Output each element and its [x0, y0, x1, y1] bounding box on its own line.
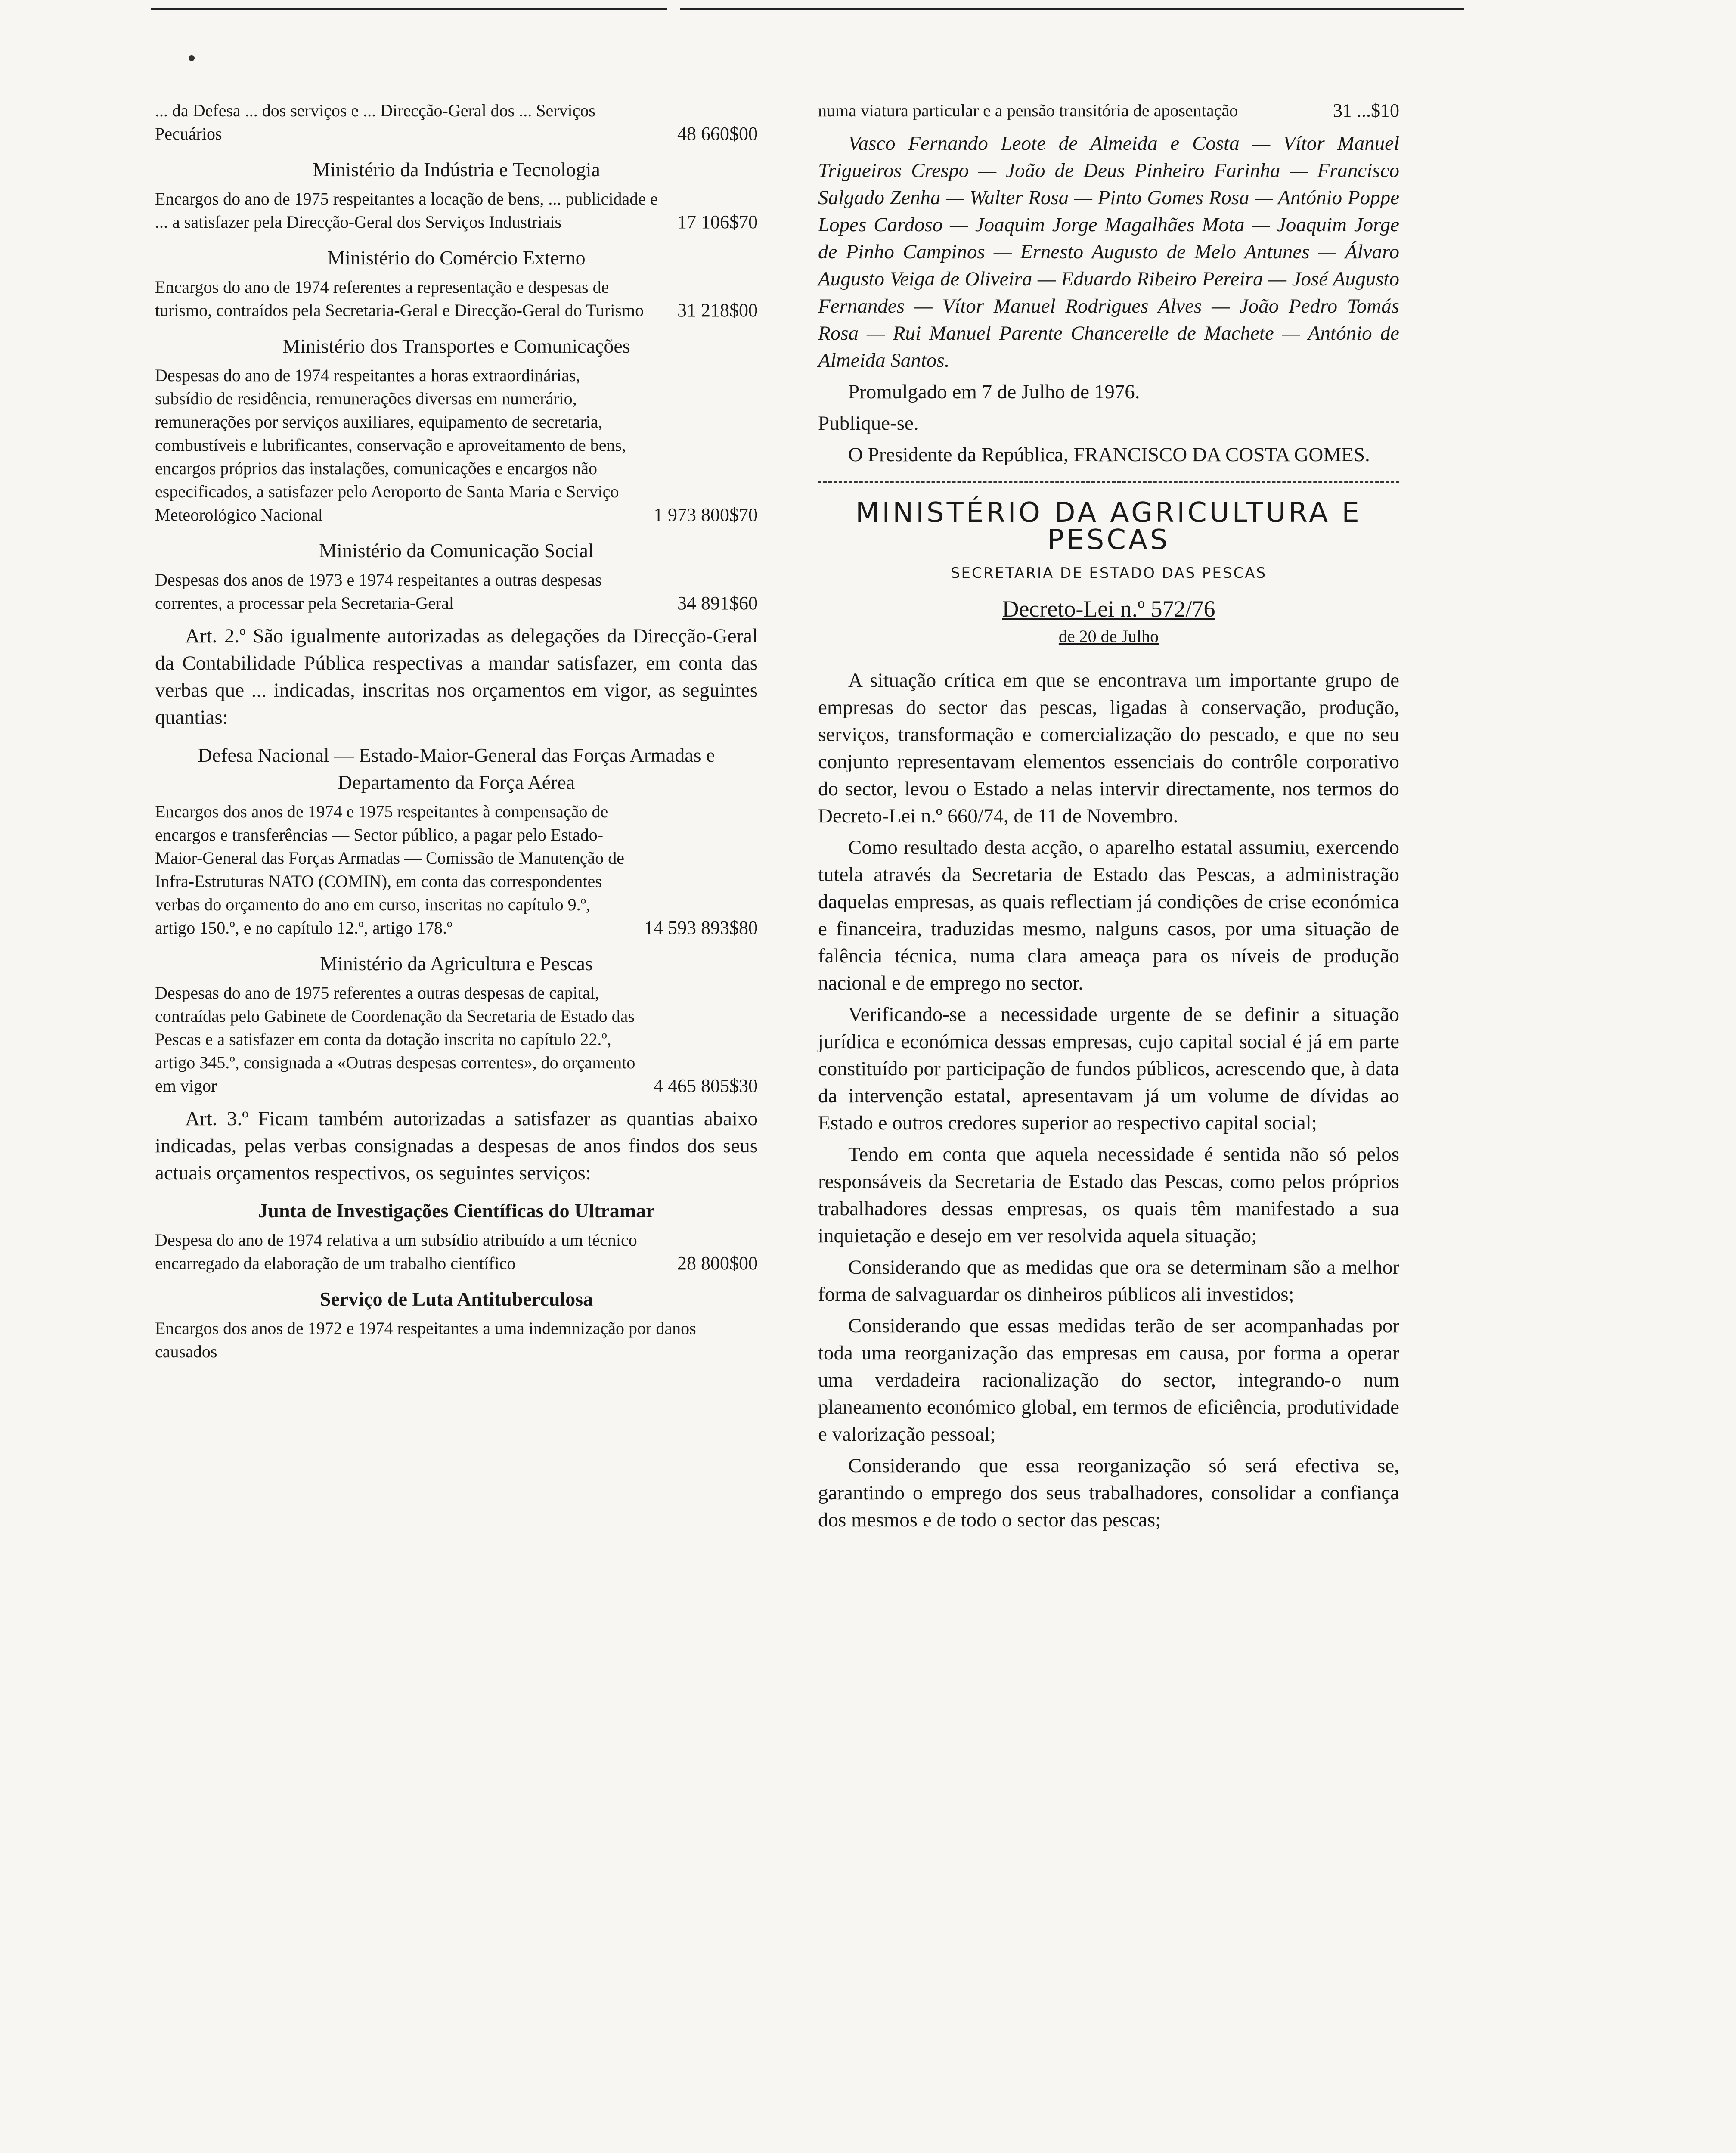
comercio-title: Ministério do Comércio Externo	[327, 247, 586, 269]
decree-paragraph: A situação crítica em que se encontrava um importante grupo de empresas do sector das pescas, ligadas à conservação, produção, serviços, transformação e comercialização do pescado, e que no seu conjunto representavam elementos essenciais do contrôle corporativo do sector, levou o Estado a nelas intervir directamente, nos termos do Decreto-Lei n.º 660/74, de 11 de Novembro.	[818, 669, 1399, 827]
junta-amount: 28 800$00	[677, 1253, 758, 1274]
comunicacao-amount: 34 891$60	[677, 593, 758, 614]
decree-paragraph: Como resultado desta acção, o aparelho estatal assumiu, exercendo tutela através da Secretaria de Estado das Pescas, a administração daquelas empresas, as quais reflectiam já condições de crise económica e financeira, traduzidas mesmo, nalguns casos, por uma situação de falência técnica, numa clara ameaça para os níveis de produção nacional e de emprego no sector.	[818, 836, 1399, 994]
signatories: Vasco Fernando Leote de Almeida e Costa — Vítor Manuel Trigueiros Crespo — João de Deus Pinheiro Farinha — Francisco Salgado Zenha — Walter Rosa — Pinto Gomes Rosa — António Poppe Lopes Cardoso — Joaquim Jorge Magalhães Mota — Joaquim Jorge de Pinho Campinos — Ernesto Augusto de Melo Antunes — Álvaro Augusto Veiga de Oliveira — Eduardo Ribeiro Pereira — José Augusto Fernandes — Vítor Manuel Rodrigues Alves — João Pedro Tomás Rosa — Rui Manuel Parente Chancerelle de Machete — António de Almeida Santos.	[818, 132, 1399, 372]
industria-title: Ministério da Indústria e Tecnologia	[313, 158, 600, 180]
transportes-amount: 1 973 800$70	[654, 504, 758, 525]
decree-paragraph: Considerando que essas medidas terão de ser acompanhadas por toda uma reorganização das empresas em causa, por forma a operar uma verdadeira racionalização do sector, integrando-o num planeamento económico global, em termos de eficiência, produtividade e valorização pessoal;	[818, 1315, 1399, 1446]
intro-entry	[155, 99, 758, 146]
decree-title: Decreto-Lei n.º 572/76	[1002, 596, 1215, 622]
luta-text: Encargos dos anos de 1972 e 1974 respeitantes a uma indemnização por danos causados	[155, 1318, 696, 1361]
right-top-entry	[818, 99, 1399, 122]
comercio-text: Encargos do ano de 1974 referentes a representação e despesas de turismo, contraídos pela Secretaria-Geral e Direcção-Geral do Turismo	[155, 277, 644, 320]
decree-paragraph: Considerando que as medidas que ora se determinam são a melhor forma de salvaguardar os dinheiros públicos ali investidos;	[818, 1256, 1399, 1306]
transportes-entry	[155, 364, 758, 527]
decree-date: de 20 de Julho	[1058, 627, 1159, 646]
decree-paragraph: Considerando que essa reorganização só será efectiva se, garantindo o emprego dos seus trabalhadores, consolidar a confiança dos mesmos e de todo o sector das pescas;	[818, 1455, 1399, 1531]
junta-text: Despesa do ano de 1974 relativa a um subsídio atribuído a um técnico encarregado da elaboração de um trabalho científico	[155, 1230, 637, 1273]
industria-entry	[155, 187, 758, 234]
right-column	[818, 99, 1399, 1538]
section-divider	[818, 481, 1399, 487]
decree-paragraph: Tendo em conta que aquela necessidade é sentida não só pelos responsáveis da Secretaria de Estado das Pescas, como pelos próprios trabalhadores dessas empresas, os quais têm manifestado a sua inquietação e desejo em ver resolvida aquela situação;	[818, 1143, 1399, 1247]
agricultura-amount: 4 465 805$30	[654, 1075, 758, 1096]
right-top-text: numa viatura particular e a pensão transitória de aposentação	[818, 101, 1238, 120]
defesa-title: Defesa Nacional — Estado-Maior-General das Forças Armadas e Departamento da Força Aérea	[198, 744, 715, 793]
luta-title: Serviço de Luta Antituberculosa	[319, 1288, 593, 1310]
comunicacao-title: Ministério da Comunicação Social	[319, 540, 594, 562]
junta-entry	[155, 1229, 758, 1275]
industria-amount: 17 106$70	[677, 211, 758, 233]
transportes-text: Despesas do ano de 1974 respeitantes a horas extraordinárias, subsídio de residência, remunerações diversas em numerário, remunerações por serviços auxiliares, equipamento de secretaria, combustíveis e lubrificantes, conservação e aproveitamento de bens, encargos próprios das instalações, comunicações e encargos não especificados, a satisfazer pelo Aeroporto de Santa Maria e Serviço Meteorológico Nacional	[155, 366, 626, 524]
article-2: Art. 2.º São igualmente autorizadas as delegações da Direcção-Geral da Contabilidade Pública respectivas a mandar satisfazer, em conta das verbas que ... indicadas, inscritas nos orçamentos em vigor, as seguintes quantias:	[155, 625, 758, 729]
top-rule-left	[151, 8, 667, 10]
comercio-amount: 31 218$00	[677, 300, 758, 321]
secretaria-heading: SECRETARIA DE ESTADO DAS PESCAS	[950, 565, 1267, 582]
intro-text: ... da Defesa ... dos serviços e ... Direcção-Geral dos ... Serviços Pecuários	[155, 101, 595, 143]
decree-paragraph: Verificando-se a necessidade urgente de se definir a situação jurídica e económica dessas empresas, cujo capital social é já em parte constituído por participação de fundos públicos, acrescendo que, à data da intervenção estatal, apresentavam já um volume de dívidas ao Estado e outros credores superior ao respectivo capital social;	[818, 1003, 1399, 1134]
ministry-heading: MINISTÉRIO DA AGRICULTURA E PESCAS	[856, 497, 1362, 556]
corner-mark	[189, 55, 195, 61]
intro-amount: 48 660$00	[677, 123, 758, 144]
promulgado: Promulgado em 7 de Julho de 1976.	[848, 381, 1140, 403]
presidente: O Presidente da República, FRANCISCO DA COSTA GOMES.	[848, 444, 1370, 466]
junta-title: Junta de Investigações Científicas do Ultramar	[258, 1200, 655, 1222]
publique: Publique-se.	[818, 412, 919, 434]
agricultura-text: Despesas do ano de 1975 referentes a outras despesas de capital, contraídas pelo Gabinete de Coordenação da Secretaria de Estado das Pescas e a satisfazer em conta da dotação inscrita no capítulo 22.º, artigo 345.º, consignada a «Outras despesas correntes», do orçamento em vigor	[155, 983, 636, 1095]
defesa-entry	[155, 800, 758, 940]
defesa-text: Encargos dos anos de 1974 e 1975 respeitantes à compensação de encargos e transferências — Sector público, a pagar pelo Estado-Maior-General das Forças Armadas — Comissão de Manutenção de Infra-Estruturas NATO (COMIN), em conta das correspondentes verbas do orçamento do ano em curso, inscritas no capítulo 9.º, artigo 150.º, e no capítulo 12.º, artigo 178.º	[155, 802, 624, 937]
agricultura-entry	[155, 981, 758, 1098]
comunicacao-text: Despesas dos anos de 1973 e 1974 respeitantes a outras despesas correntes, a processar pela Secretaria-Geral	[155, 570, 602, 613]
comunicacao-entry	[155, 568, 758, 615]
article-3: Art. 3.º Ficam também autorizadas a satisfazer as quantias abaixo indicadas, pelas verbas consignadas a despesas de anos findos dos seus actuais orçamentos respectivos, os seguintes serviços:	[155, 1108, 758, 1184]
defesa-amount: 14 593 893$80	[644, 917, 758, 938]
right-top-amount: 31 ...$10	[1333, 100, 1399, 121]
agricultura-title: Ministério da Agricultura e Pescas	[320, 952, 593, 974]
industria-text: Encargos do ano de 1975 respeitantes a locação de bens, ... publicidade e ... a satisfazer pela Direcção-Geral dos Serviços Industriais	[155, 189, 658, 232]
top-rule-right	[680, 8, 1464, 10]
left-column	[155, 99, 758, 1363]
transportes-title: Ministério dos Transportes e Comunicações	[282, 335, 630, 357]
comercio-entry	[155, 276, 758, 322]
